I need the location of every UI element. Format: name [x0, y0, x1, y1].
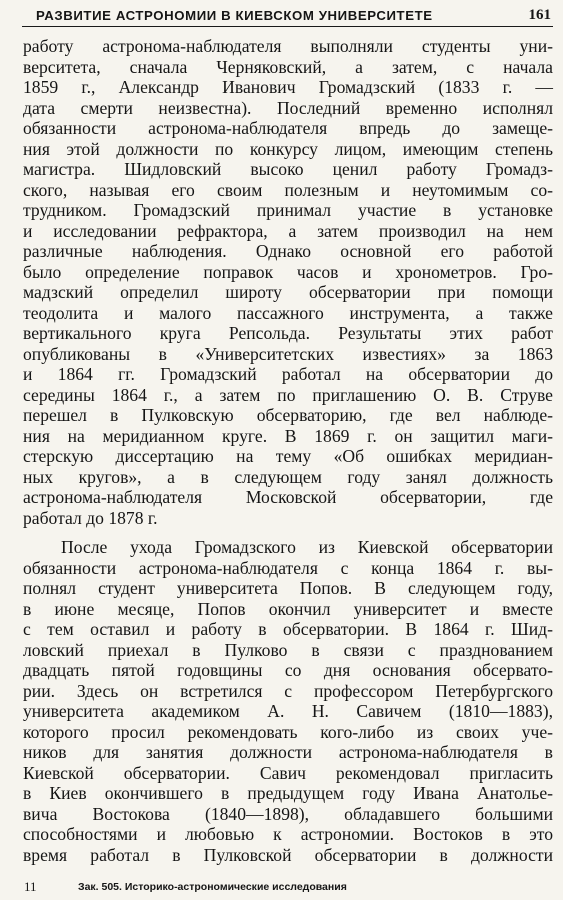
text-line: верситета, сначала Черняковский, а затем, с начала	[23, 56, 553, 77]
text-line: магистра. Шидловский высоко ценил работу Громадз-	[23, 159, 553, 179]
text-line: и 1864 гг. Громадзский работал на обсерватории до	[23, 364, 553, 384]
running-head	[22, 4, 553, 27]
text-line: которого просил рекомендовать кого-либо из своих уче-	[23, 721, 553, 742]
text-line: мадзский определил широту обсерватории при помощи	[23, 282, 553, 302]
page-footer	[24, 879, 544, 895]
text-line: способностями и любовью к астрономии. Востоков в это	[23, 824, 553, 844]
text-line: Киевской обсерватории. Савич рекомендовал пригласить	[23, 762, 553, 783]
text-line: ния этой должности по конкурсу лицом, имеющим степень	[23, 138, 553, 159]
text-line: ных кругов», а в следующем году занял должность	[23, 466, 553, 487]
text-line: время работал в Пулковской обсерватории в должности	[23, 844, 553, 865]
text-line: астронома-наблюдателя Московской обсерватории, где	[23, 487, 553, 507]
text-line: работал до 1878 г.	[23, 507, 158, 528]
text-line: стерскую диссертацию на тему «Об ошибках меридиан-	[23, 446, 553, 466]
paragraph	[23, 36, 553, 528]
text-line: вертикального круга Репсольда. Результаты этих работ	[23, 323, 553, 343]
text-line: теодолита и малого пассажного инструмента, а также	[23, 302, 553, 323]
text-line: в Киев окончившего в предыдущем году Ивана Анатолье-	[23, 783, 553, 803]
text-line: ния на меридианном круге. В 1869 г. он защитил маги-	[23, 425, 553, 446]
text-line: в июне месяце, Попов окончил университет и вместе	[23, 598, 553, 619]
text-line: обязанности астронома-наблюдателя с конца 1864 г. вы-	[23, 557, 553, 578]
body-text	[23, 36, 553, 865]
text-line: перешел в Пулковскую обсерваторию, где вел наблюде-	[23, 405, 553, 425]
text-line: и исследовании рефрактора, а затем производил на нем	[23, 220, 553, 241]
text-line: рии. Здесь он встретился с профессором Петербургского	[23, 680, 553, 701]
text-line: работу астронома-наблюдателя выполняли студенты уни-	[23, 36, 553, 56]
text-line: было определение поправок часов и хронометров. Гро-	[23, 261, 553, 282]
paragraph-gap	[23, 528, 553, 537]
text-line: вича Востокова (1840—1898), обладавшего большими	[23, 803, 553, 824]
text-line: полнял студент университета Попов. В следующем году,	[23, 578, 553, 598]
text-line: ловский приехал в Пулково в связи с празднованием	[23, 639, 553, 660]
text-line: середины 1864 г., а затем по приглашению О. В. Струве	[23, 384, 553, 405]
text-line: обязанности астронома-наблюдателя впредь до замеще-	[23, 118, 553, 138]
text-line: университета академиком А. Н. Савичем (1810—1883),	[23, 701, 553, 721]
print-order-note: Зак. 505. Историко-астрономические исследования	[78, 881, 347, 893]
text-line: ского, называя его своим полезным и неутомимым со-	[23, 179, 553, 200]
text-line: двадцать пятой годовщины со дня основания обсервато-	[23, 660, 553, 680]
text-line: с тем оставил и работу в обсерватории. В 1864 г. Шид-	[23, 619, 553, 639]
page-number: 161	[528, 6, 551, 23]
text-line: дата смерти неизвестна). Последний временно исполнял	[23, 97, 553, 118]
printer-signature-mark: 11	[24, 879, 37, 894]
text-line: опубликованы в «Университетских известиях» за 1863	[23, 343, 553, 364]
text-line: различные наблюдения. Однако основной его работой	[23, 241, 553, 261]
text-line: ников для занятия должности астронома-наблюдателя в	[23, 742, 553, 762]
text-line: 1859 г., Александр Иванович Громадзский (1833 г. —	[23, 77, 553, 97]
running-head-title: РАЗВИТИЕ АСТРОНОМИИ В КИЕВСКОМ УНИВЕРСИТЕТЕ	[36, 7, 433, 23]
text-line: трудником. Громадзский принимал участие в установке	[23, 200, 553, 220]
text-line: После ухода Громадзского из Киевской обсерватории	[61, 537, 553, 557]
paragraph	[23, 537, 553, 865]
